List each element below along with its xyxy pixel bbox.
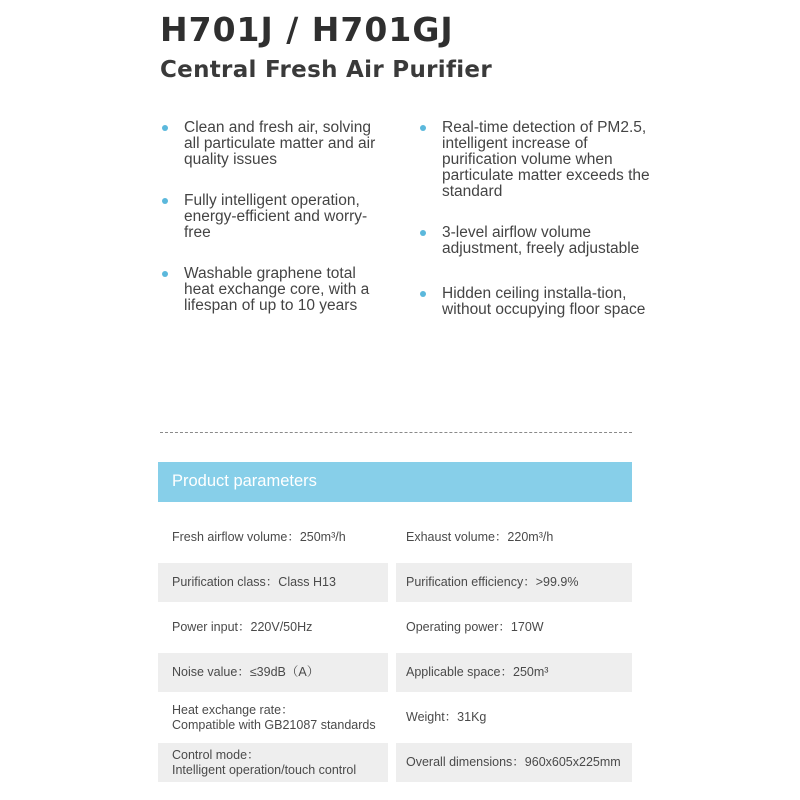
feature-item [418,286,658,318]
parameter-text: Weight：31Kg [406,710,487,724]
product-title: H701J / H701GJ [160,10,454,49]
parameter-cell [396,653,632,692]
parameter-row [158,563,632,602]
feature-text: 3-level airflow volume adjustment, freely adjustable [442,224,640,257]
feature-text: Real-time detection of PM2.5, intelligent increase of purification volume when particulate matter exceeds the standard [442,119,650,200]
feature-item [160,193,390,241]
feature-list-right [418,120,658,318]
parameter-row [158,698,632,737]
parameter-text: Intelligent operation/touch control [172,762,357,777]
parameters-table [158,518,632,788]
feature-list-left [160,120,390,314]
parameter-text: Purification class：Class H13 [172,575,336,589]
feature-text: Clean and fresh air, solving all particulate matter and air quality issues [184,119,376,168]
parameter-cell [158,563,388,602]
bullet-dot-icon [420,230,426,236]
parameter-cell [158,653,388,692]
parameter-text: Heat exchange rate： [172,702,294,717]
parameter-text: Exhaust volume：220m³/h [406,530,554,544]
bullet-dot-icon [162,271,168,277]
parameter-text: Control mode： [172,747,260,762]
parameter-cell [158,518,388,557]
feature-item [418,225,658,257]
parameter-text: Compatible with GB21087 standards [172,717,376,732]
feature-item [160,120,390,168]
parameter-cell [158,698,388,737]
bullet-dot-icon [420,125,426,131]
feature-item [418,120,658,200]
bullet-dot-icon [420,291,426,297]
bullet-dot-icon [162,125,168,131]
parameter-cell [158,608,388,647]
feature-text: Fully intelligent operation, energy-efficient and worry-free [184,192,368,241]
parameter-row [158,653,632,692]
dashed-divider [160,432,632,433]
feature-text: Washable graphene total heat exchange core, with a lifespan of up to 10 years [184,265,370,314]
product-subtitle: Central Fresh Air Purifier [160,57,492,83]
parameter-text: Operating power：170W [406,620,544,634]
parameter-text: Noise value：≤39dB（A） [172,665,320,679]
parameter-text: Applicable space：250m³ [406,665,549,679]
parameter-cell [396,518,632,557]
parameter-cell [396,563,632,602]
parameter-text: Fresh airflow volume：250m³/h [172,530,346,544]
parameters-heading: Product parameters [158,462,632,502]
bullet-dot-icon [162,198,168,204]
parameter-text: Purification efficiency：>99.9% [406,575,579,589]
parameter-row [158,608,632,647]
feature-text: Hidden ceiling installa-tion, without occupying floor space [442,285,646,318]
feature-item [160,266,390,314]
parameter-cell [158,743,388,782]
parameter-text: Overall dimensions：960x605x225mm [406,755,621,769]
parameter-row [158,518,632,557]
parameter-cell [396,698,632,737]
parameter-cell [396,743,632,782]
parameter-row [158,743,632,782]
parameter-text: Power input：220V/50Hz [172,620,313,634]
parameter-cell [396,608,632,647]
